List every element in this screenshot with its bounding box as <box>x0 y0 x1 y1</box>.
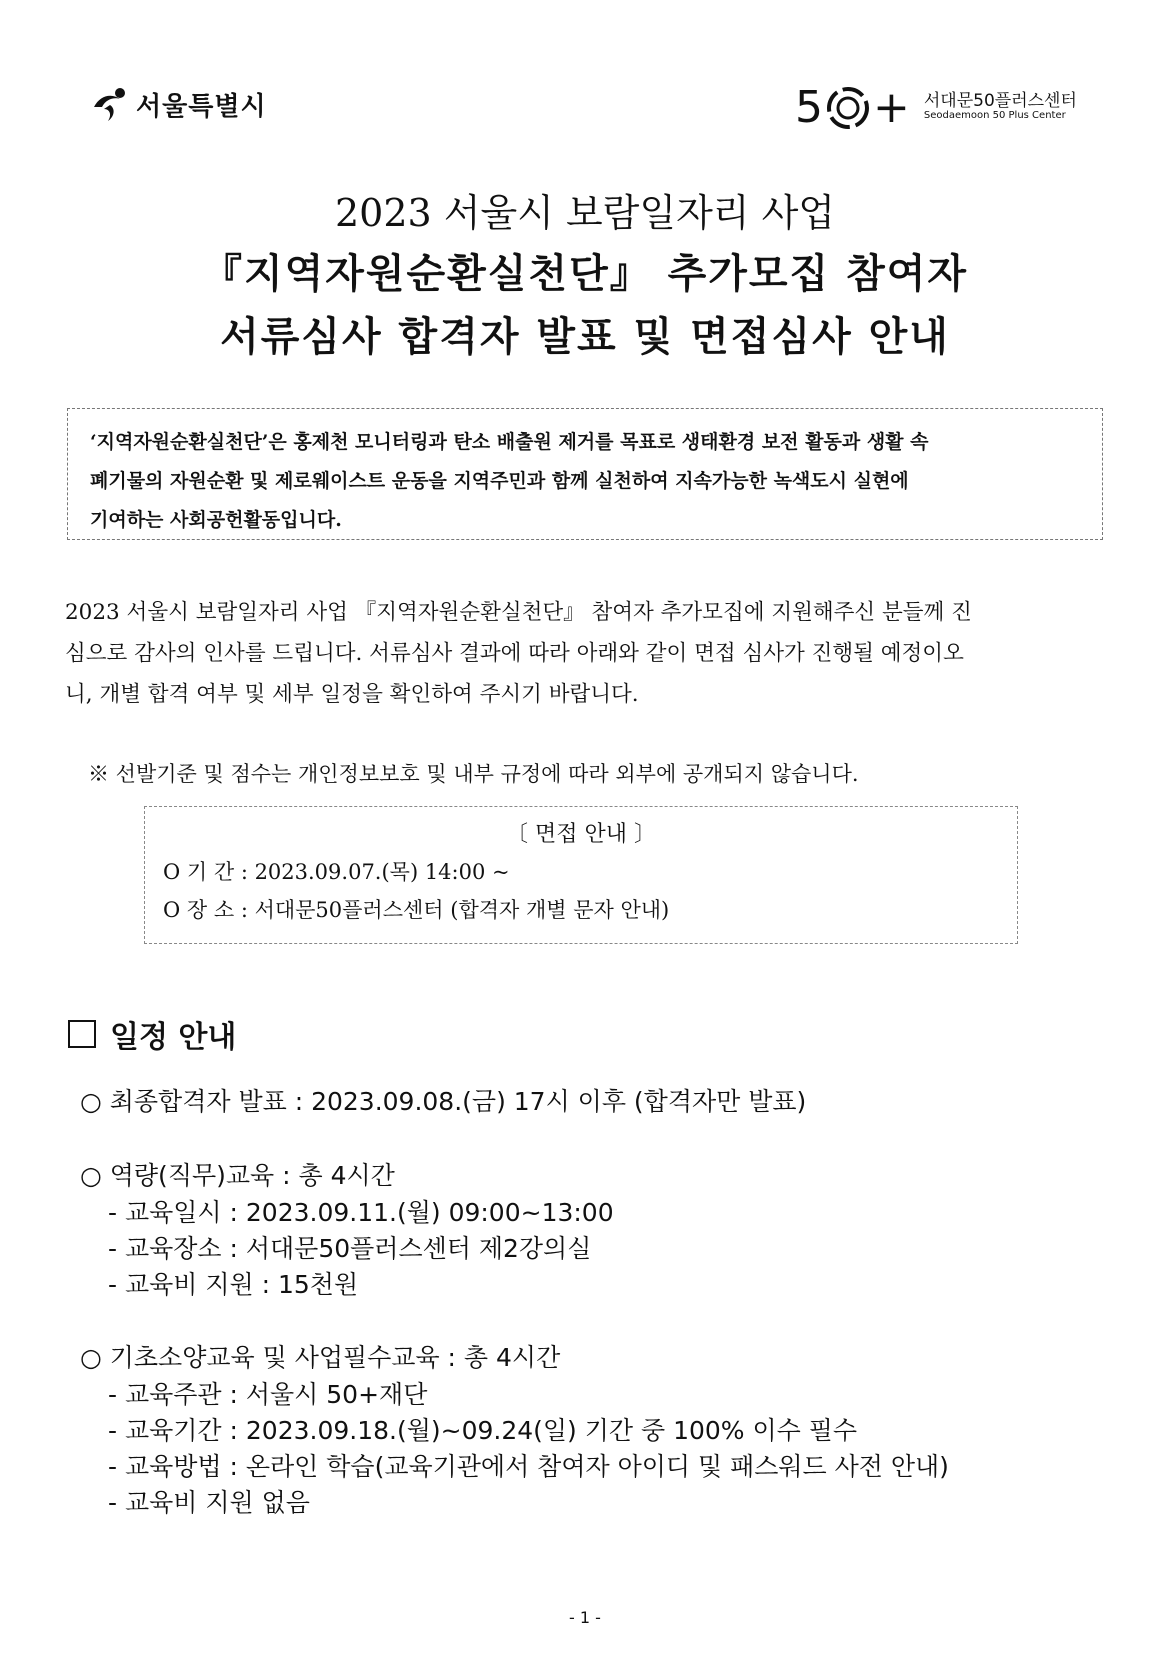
fifty-plus-mark: 5 + <box>795 82 910 133</box>
greeting-paragraph <box>65 592 1105 715</box>
interview-period: O 기 간 : 2023.09.07.(목) 14:00 ~ <box>163 860 510 884</box>
intro-line: 폐기물의 자원순환 및 제로웨이스트 운동을 지역주민과 함께 실천하여 지속가능한 녹색도시 실현에 <box>90 470 909 492</box>
privacy-notice: ※ 선발기준 및 점수는 개인정보보호 및 내부 규정에 따라 외부에 공개되지 않습니다. <box>88 762 859 786</box>
program-description-box <box>67 408 1103 540</box>
title-line-2: 『지역자원순환실천단』 추가모집 참여자 <box>201 251 969 297</box>
basic-training-title: ○ 기초소양교육 및 사업필수교육 : 총 4시간 <box>80 1343 561 1372</box>
interview-place: O 장 소 : 서대문50플러스센터 (합격자 개별 문자 안내) <box>163 898 670 922</box>
seodaemun-50plus-logo <box>795 82 1077 133</box>
greeting-line: 2023 서울시 보람일자리 사업 『지역자원순환실천단』 참여자 추가모집에 지원해주신 분들께 진 <box>65 600 972 625</box>
greeting-line: 심으로 감사의 인사를 드립니다. 서류심사 결과에 따라 아래와 같이 면접 심사가 진행될 예정이오 <box>65 641 964 666</box>
center-name-english: Seodaemoon 50 Plus Center <box>923 110 1066 122</box>
checkbox-square-icon <box>68 1020 96 1048</box>
interview-info-box <box>144 806 1018 944</box>
seoul-logo <box>90 86 267 123</box>
competency-training-title: ○ 역량(직무)교육 : 총 4시간 <box>80 1161 395 1190</box>
training-detail: - 교육일시 : 2023.09.11.(월) 09:00~13:00 <box>108 1198 614 1227</box>
circle-mark-icon <box>825 85 871 131</box>
training-detail: - 교육주관 : 서울시 50+재단 <box>108 1380 428 1409</box>
greeting-line: 니, 개별 합격 여부 및 세부 일정을 확인하여 주시기 바랍니다. <box>65 682 639 707</box>
center-name-korean: 서대문50플러스센터 <box>923 91 1077 112</box>
final-announcement: ○ 최종합격자 발표 : 2023.09.08.(금) 17시 이후 (합격자만 발표) <box>80 1087 807 1116</box>
training-detail: - 교육비 지원 : 15천원 <box>108 1270 359 1299</box>
training-detail: - 교육기간 : 2023.09.18.(월)~09.24(일) 기간 중 100% 이수 필수 <box>108 1416 858 1445</box>
center-name <box>924 93 1077 121</box>
seoul-logo-text: 서울특별시 <box>136 92 267 122</box>
intro-line: 기여하는 사회공헌활동입니다. <box>90 509 342 531</box>
training-detail: - 교육비 지원 없음 <box>108 1488 310 1517</box>
schedule-heading-text: 일정 안내 <box>110 1020 237 1055</box>
title-line-3: 서류심사 합격자 발표 및 면접심사 안내 <box>220 314 950 360</box>
page-number: - 1 - <box>569 1608 601 1627</box>
training-detail: - 교육방법 : 온라인 학습(교육기관에서 참여자 아이디 및 패스워드 사전 안내) <box>108 1452 949 1481</box>
title-line-1: 2023 서울시 보람일자리 사업 <box>334 191 836 235</box>
training-detail: - 교육장소 : 서대문50플러스센터 제2강의실 <box>108 1234 592 1263</box>
seoul-emblem-icon <box>90 87 130 123</box>
schedule-heading <box>68 1012 236 1056</box>
interview-box-title: 〔 면접 안내 〕 <box>506 822 656 847</box>
intro-line: ‘지역자원순환실천단’은 홍제천 모니터링과 탄소 배출원 제거를 목표로 생태환경 보전 활동과 생활 속 <box>90 431 929 453</box>
